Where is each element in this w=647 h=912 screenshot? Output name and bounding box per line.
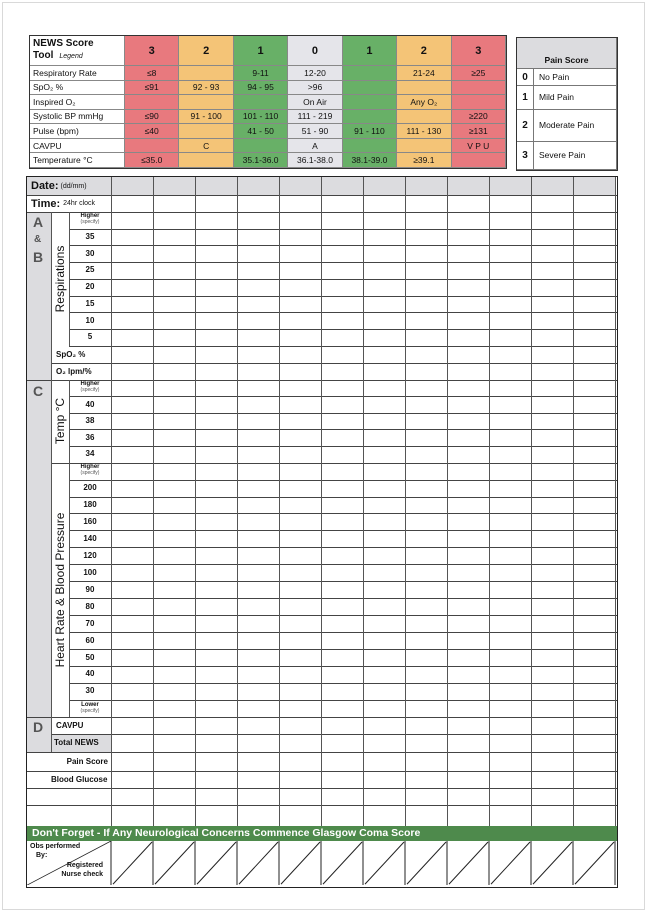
grid-column-line [447,177,448,826]
score-header-4: 1 [343,36,397,66]
temp-specify-text: (specify) [80,386,100,393]
resp-tick: 20 [85,282,95,292]
legend-cell [397,81,451,96]
grid-row-line [69,329,617,330]
legend-cell: Any O₂ [397,95,451,110]
legend-cell [452,81,506,96]
legend-cell: 111 - 130 [397,124,451,139]
legend-cell [452,95,506,110]
hr-lower-text: Lower [81,701,99,708]
legend-cell: 111 - 219 [288,110,342,125]
legend-cell: ≥220 [452,110,506,125]
hr-tick: 160 [83,516,97,526]
section-divider [51,212,52,752]
score-header-2: 1 [234,36,288,66]
resp-specify-text: (specify) [80,219,100,225]
signature-cell-diagonal [491,842,530,884]
pain-legend-title: Pain Score [517,38,617,69]
legend-row-label: SpO₂ % [30,81,125,96]
signature-cell-diagonal [197,842,236,884]
legend-cell: >96 [288,81,342,96]
legend-cell [452,153,506,168]
signature-cell-diagonal [155,842,194,884]
legend-cell [343,110,397,125]
date-label-text: Date: [31,180,59,192]
grid-row-line [69,279,617,280]
grid-column-line [195,177,196,826]
temp-tick: 38 [85,416,95,426]
grid-row-line [69,245,617,246]
temp-label: Temp °C [53,398,67,445]
legend-cell: 21-24 [397,66,451,81]
legend-cell: 35.1-36.0 [234,153,288,168]
news-score-legend [29,35,507,169]
blood-glucose-label: Blood Glucose [51,774,108,784]
legend-row-label: Inspired O₂ [30,95,125,110]
legend-cell [234,95,288,110]
grid-row-line [51,363,617,364]
legend-title: NEWS Score [33,38,94,49]
legend-cell: 9-11 [234,66,288,81]
legend-cell [125,139,179,154]
legend-cell [397,139,451,154]
legend-cell: 41 - 50 [234,124,288,139]
time-label [31,195,95,212]
pain-score-text: Severe Pain [534,142,617,170]
legend-cell [179,66,233,81]
grid-row-line [69,480,617,481]
legend-cell: C [179,139,233,154]
legend-row-label: Pulse (bpm) [30,124,125,139]
signature-cell-diagonal [533,842,572,884]
grid-column-line [321,177,322,826]
grid-column-line [573,177,574,826]
hr-tick: 100 [83,567,97,577]
legend-cell [343,95,397,110]
grid-row-line [69,513,617,514]
grid-row-line [69,429,617,430]
legend-row-label: CAVPU [30,139,125,154]
temp-higher [70,381,110,393]
legend-cell: 36.1-38.0 [288,153,342,168]
grid-row-line [69,581,617,582]
legend-cell [179,153,233,168]
section-a-letter: A [33,214,44,230]
legend-cell [343,66,397,81]
hr-higher-text: Higher [80,463,100,470]
section-d-letter: D [33,718,44,735]
grid-row-line [27,717,617,718]
temp-tick: 36 [85,432,95,442]
score-header-3: 0 [288,36,342,66]
legend-cell: 92 - 93 [179,81,233,96]
legend-title-tool: Tool [33,50,54,61]
grid-column-line [237,177,238,826]
legend-cell: V P U [452,139,506,154]
resp-tick: 35 [85,232,95,242]
legend-row-label: Temperature °C [30,153,125,168]
time-hint: 24hr clock [63,200,96,207]
legend-row-label: Systolic BP mmHg [30,110,125,125]
grid-row-line [69,229,617,230]
hr-tick: 180 [83,499,97,509]
o2-label: O₂ lpm/% [56,366,92,376]
resp-higher [70,213,110,225]
signature-cell-diagonal [323,842,362,884]
hr-tick: 90 [85,584,95,594]
legend-cell: ≤91 [125,81,179,96]
hr-tick: 50 [85,652,95,662]
grid-row-line [69,615,617,616]
legend-cell: ≥25 [452,66,506,81]
grid-row-line [27,805,617,806]
grid-row-line [69,683,617,684]
legend-cell: 38.1-39.0 [343,153,397,168]
hr-tick: 200 [83,483,97,493]
section-c-letter: C [33,382,44,399]
grid-column-line [363,177,364,826]
grid-row-line [69,598,617,599]
spo2-label: SpO₂ % [56,349,86,359]
legend-cell [343,81,397,96]
hr-tick: 70 [85,618,95,628]
neuro-reminder-bar: Don't Forget - If Any Neurological Concerns Commence Glasgow Coma Score [27,826,617,841]
nurse-check-text: Nurse check [61,870,103,878]
grid-row-line [51,463,617,464]
legend-title-cell [30,36,125,66]
pain-score-text: No Pain [534,69,617,86]
grid-row-line [69,497,617,498]
grid-row-line [69,649,617,650]
legend-cell [179,95,233,110]
hr-lower [70,702,110,714]
pain-score-text: Mild Pain [534,86,617,110]
signature-cell-diagonal [365,842,404,884]
grid-row-line [27,380,617,381]
legend-cell: On Air [288,95,342,110]
section-amp: & [34,234,42,245]
observation-chart [26,176,618,888]
obs-performed-text: Obs performed [30,842,81,850]
grid-column-line [153,177,154,826]
grid-row-line [27,788,617,789]
legend-cell: 91 - 110 [343,124,397,139]
legend-row-label: Respiratory Rate [30,66,125,81]
grid-row-line [69,564,617,565]
legend-title-line2 [33,50,83,63]
cavpu-label: CAVPU [56,720,84,730]
score-header-1: 2 [179,36,233,66]
temp-higher-text: Higher [80,380,100,387]
legend-cell: 101 - 110 [234,110,288,125]
temp-tick: 40 [85,399,95,409]
grid-row-line [69,446,617,447]
grid-row-line [51,734,617,735]
grid-column-line [405,177,406,826]
time-label-text: Time: [31,197,61,210]
signature-cell-diagonal [449,842,488,884]
hr-tick: 60 [85,635,95,645]
resp-tick: 30 [85,248,95,258]
legend-cell: A [288,139,342,154]
grid-row-line [69,413,617,414]
section-b-letter: B [33,249,44,265]
grid-row-line [27,771,617,772]
heart-rate-bp-label: Heart Rate & Blood Pressure [53,512,67,668]
legend-cell: 94 - 95 [234,81,288,96]
legend-cell [397,110,451,125]
legend-cell: ≤90 [125,110,179,125]
grid-row-line [69,530,617,531]
legend-cell: 91 - 100 [179,110,233,125]
legend-note: Legend [59,53,83,60]
grid-row-line [69,700,617,701]
legend-cell [125,95,179,110]
signature-cell-diagonal [113,842,152,884]
section-band-c [27,379,51,718]
pain-score-legend [516,37,618,171]
pain-score-number: 3 [517,142,534,170]
hr-higher [70,464,110,476]
grid-row-line [27,752,617,753]
legend-cell [343,139,397,154]
grid-column-line [531,177,532,826]
grid-row-line [27,195,617,196]
legend-cell: ≤40 [125,124,179,139]
hr-tick: 40 [85,669,95,679]
legend-cell [234,139,288,154]
legend-cell: 51 - 90 [288,124,342,139]
grid-row-line [69,632,617,633]
grid-row-line [69,262,617,263]
hr-lower-specify: (specify) [80,707,100,714]
grid-row-line [69,396,617,397]
signature-cell-diagonal [281,842,320,884]
score-header-6: 3 [452,36,506,66]
signature-cell-diagonal [407,842,446,884]
hr-tick: 120 [83,550,97,560]
grid-row-line [69,296,617,297]
hr-tick: 80 [85,601,95,611]
grid-row-line [69,666,617,667]
obs-label-diagonal [27,841,111,885]
grid-column-line [489,177,490,826]
grid-column-line [111,177,112,826]
pain-score-number: 2 [517,110,534,142]
score-header-0: 3 [125,36,179,66]
resp-tick: 5 [87,332,93,342]
signature-cell-diagonal [575,842,614,884]
grid-row-line [69,312,617,313]
legend-cell: ≤35.0 [125,153,179,168]
legend-cell: 12-20 [288,66,342,81]
legend-cell: ≥131 [452,124,506,139]
resp-tick: 15 [85,298,95,308]
grid-column-line [279,177,280,826]
signature-cell-diagonal [239,842,278,884]
legend-cell: ≤8 [125,66,179,81]
hr-tick: 140 [83,533,97,543]
total-news-label: Total NEWS [54,738,99,748]
hr-tick: 30 [85,686,95,696]
legend-cell: ≥39.1 [397,153,451,168]
obs-signature-grid [27,841,617,885]
grid-row-line [69,346,617,347]
grid-row-line [69,547,617,548]
pain-score-number: 1 [517,86,534,110]
by-text: By: [36,851,48,859]
legend-cell [179,124,233,139]
score-header-5: 2 [397,36,451,66]
registered-text: Registered [66,861,103,869]
grid-row-line [27,212,617,213]
pain-score-number: 0 [517,69,534,86]
pain-score-text: Moderate Pain [534,110,617,142]
resp-tick: 25 [85,265,95,275]
date-hint: (dd/mm) [60,182,87,190]
temp-tick: 34 [85,449,95,459]
resp-tick: 10 [85,315,95,325]
pain-score-label: Pain Score [66,756,108,766]
grid-column-line [615,177,616,826]
date-label [31,177,87,195]
resp-higher-text: Higher [80,213,100,219]
respirations-label: Respirations [53,245,67,313]
hr-specify-text: (specify) [80,469,100,476]
